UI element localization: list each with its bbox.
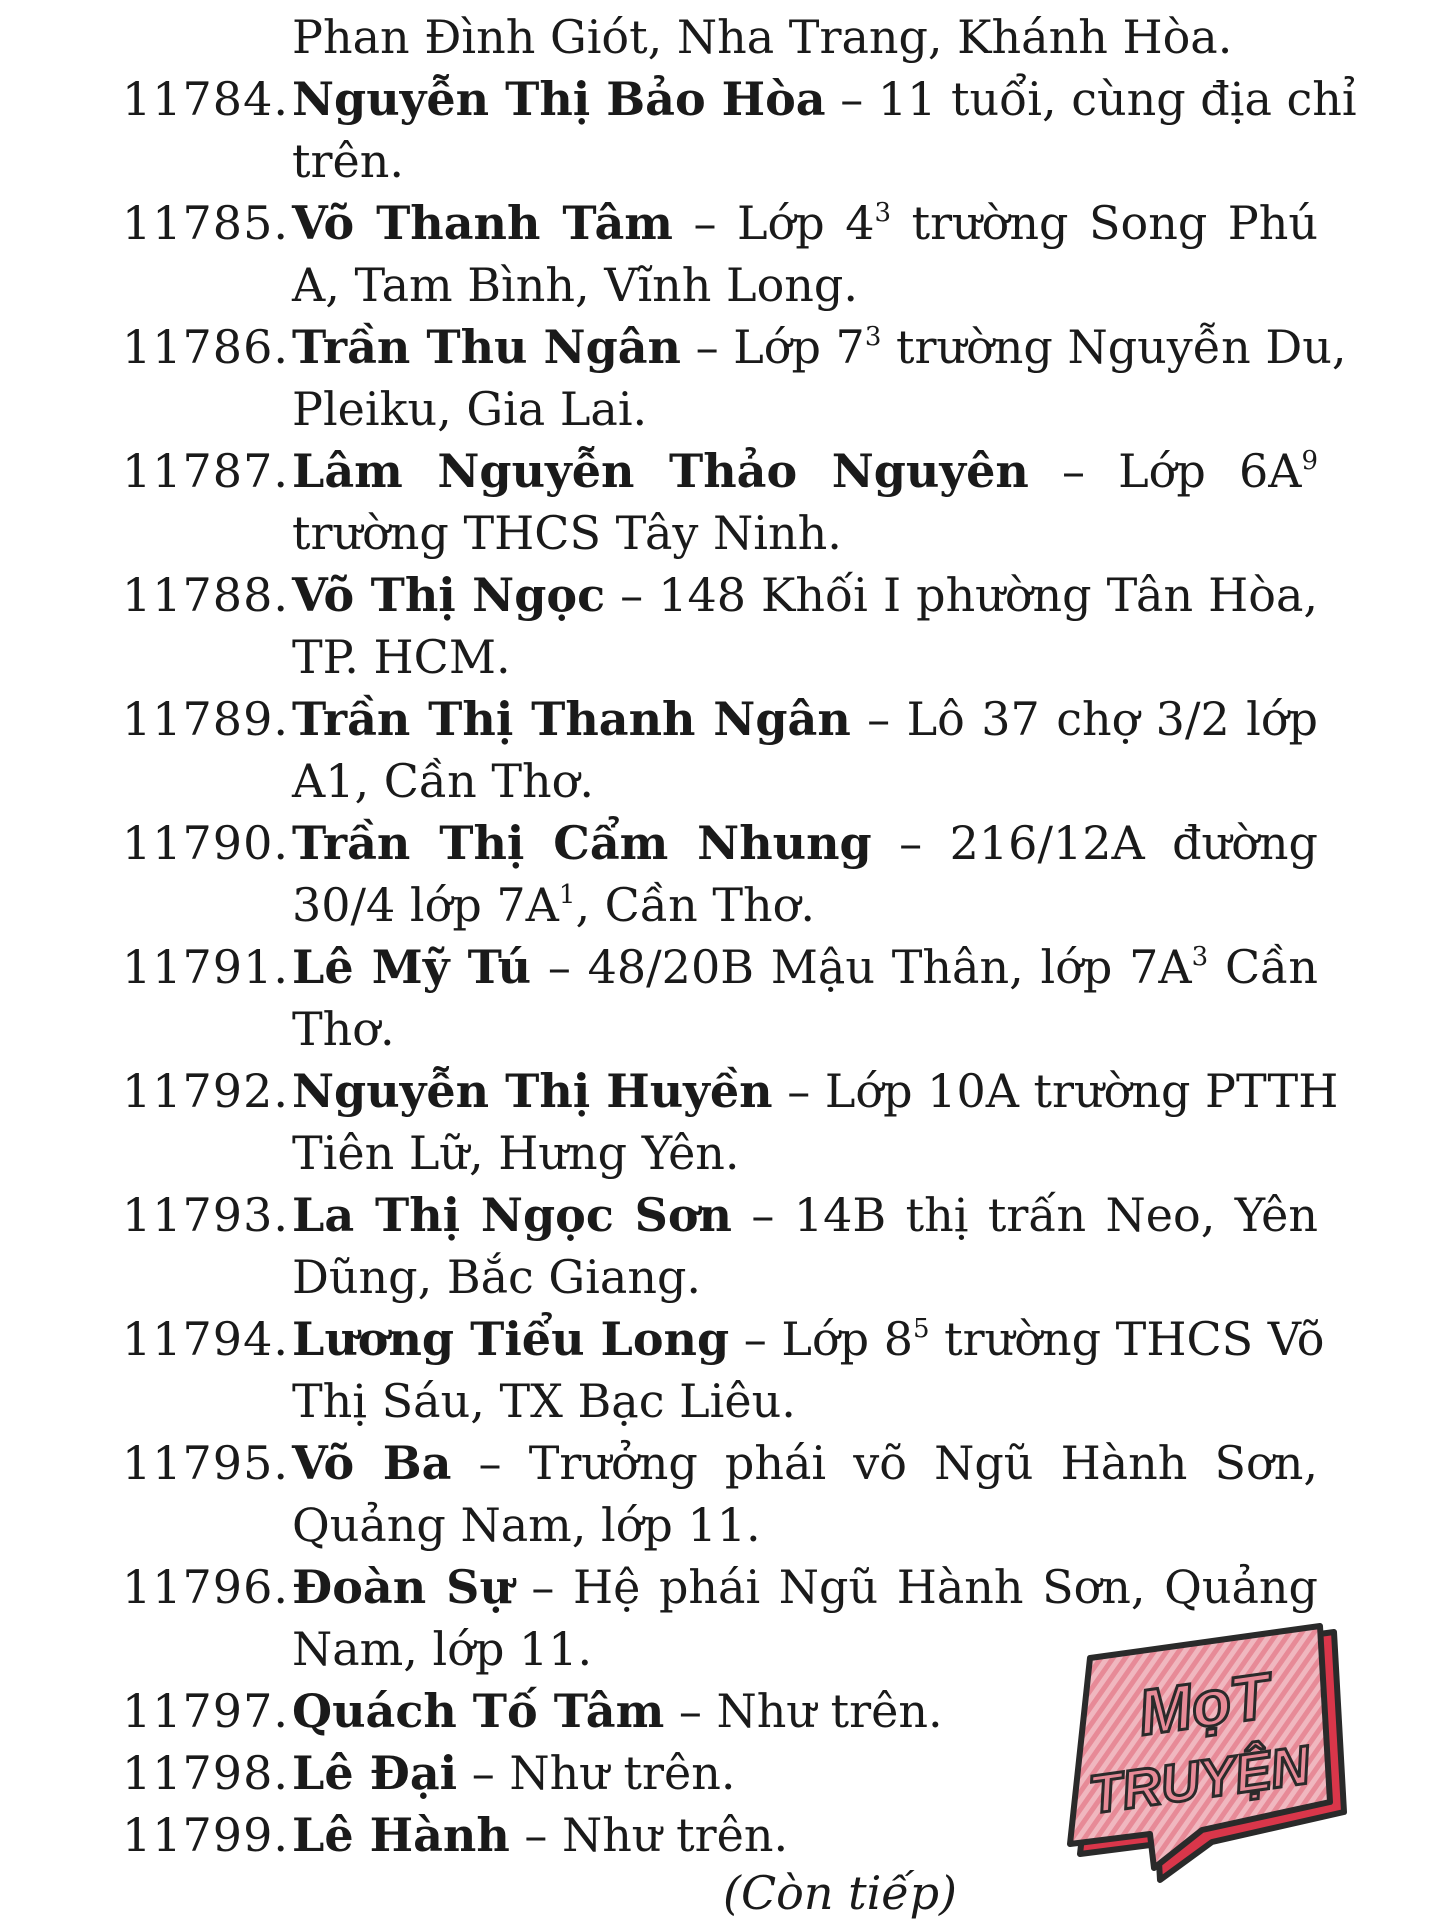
logo-badge-icon [1062,1622,1352,1884]
entry-detail: – 11 tuổi, cùng địa chỉ [825,72,1357,126]
entry-number: 11798. [122,1746,289,1800]
superscript: 5 [913,1314,930,1344]
list-item [0,936,1440,998]
superscript: 3 [1191,942,1209,972]
entry-detail: trường THCS Võ [929,1312,1325,1366]
entry-number: 11788. [122,568,289,622]
entry-name: Đoàn Sự [292,1560,513,1614]
entry-name: Nguyễn Thị Bảo Hòa [292,72,826,126]
list-item-continuation [0,626,1440,688]
entry-detail: – Lớp 8 [729,1312,913,1366]
entry-number: 11796. [122,1560,289,1614]
entry-number: 11786. [122,320,289,374]
entry-detail: , Cần Thơ. [575,878,815,932]
entry-number: 11791. [122,940,289,994]
entry-detail: – Trưởng phái võ Ngũ Hành Sơn, [451,1436,1318,1490]
entry-name: Lê Mỹ Tú [292,940,532,994]
entry-detail: – Như trên. [664,1684,943,1738]
entry-name: Võ Ba [292,1436,452,1490]
list-item [0,1184,1440,1246]
entry-text [292,1432,1318,1494]
entry-detail: – Lớp 4 [672,196,875,250]
entry-name: Quách Tố Tâm [292,1684,665,1738]
list-item [0,1556,1440,1618]
entry-text: A1, Cần Thơ. [292,754,594,808]
entry-detail: – Lớp 6A [1028,444,1302,498]
list-item [0,1308,1440,1370]
entry-detail: Cần [1208,940,1318,994]
entry-detail: – Như trên. [457,1746,736,1800]
entry-text [292,1308,1325,1370]
list-item [0,192,1440,254]
list-item-continuation [0,254,1440,316]
superscript: 3 [864,322,882,352]
entry-text [292,68,1357,130]
entry-text [292,936,1318,998]
entry-name: Trần Thị Thanh Ngân [292,692,851,746]
entry-name: Lương Tiểu Long [292,1312,730,1366]
entry-text: Thị Sáu, TX Bạc Liêu. [292,1374,796,1428]
list-item [0,68,1440,130]
entry-text: TP. HCM. [292,630,511,684]
entry-text [292,812,1318,874]
entry-text: Nam, lớp 11. [292,1622,593,1676]
entry-text [292,316,1347,378]
entry-number: 11797. [122,1684,289,1738]
entry-number: 11795. [122,1436,289,1490]
list-item [0,1432,1440,1494]
list-item-continuation [0,378,1440,440]
entry-text: A, Tam Bình, Vĩnh Long. [292,258,858,312]
entry-text [292,688,1318,750]
list-item-continuation [0,1122,1440,1184]
entry-text: Quảng Nam, lớp 11. [292,1498,761,1552]
entry-name: Trần Thu Ngân [292,320,681,374]
entry-detail: – Lớp 7 [680,320,865,374]
list-item [0,688,1440,750]
entry-text: Dũng, Bắc Giang. [292,1250,702,1304]
entry-number: 11799. [122,1808,289,1862]
logo-line1: MọT [1133,1659,1275,1750]
list-item [0,440,1440,502]
list-item [0,812,1440,874]
list-item-continuation [0,1494,1440,1556]
entry-name: Võ Thị Ngọc [292,568,606,622]
list-item-continuation [0,502,1440,564]
entry-text [292,874,1318,936]
entry-number: 11794. [122,1312,289,1366]
entry-text: Thơ. [292,1002,395,1056]
entry-number: 11785. [122,196,289,250]
entry-number: 11787. [122,444,289,498]
list-item-continuation [0,1246,1440,1308]
entry-text: Pleiku, Gia Lai. [292,382,648,436]
entry-detail: – 48/20B Mậu Thân, lớp 7A [531,940,1192,994]
entry-text: Tiên Lữ, Hưng Yên. [292,1126,740,1180]
list-item-continuation [0,1370,1440,1432]
entry-name: Lê Hành [292,1808,510,1862]
list-item-continuation [0,130,1440,192]
entry-number: 11790. [122,816,289,870]
superscript: 1 [558,880,576,910]
entry-text [292,1184,1318,1246]
entry-detail: – Như trên. [509,1808,789,1862]
entry-text [292,440,1318,502]
entry-detail: – Hệ phái Ngũ Hành Sơn, Quảng [512,1560,1318,1614]
list-item [0,564,1440,626]
entry-name: La Thị Ngọc Sơn [292,1188,732,1242]
entry-detail: trường Song Phú [891,196,1318,250]
entry-detail: trường Nguyễn Du, [881,320,1347,374]
entry-name: Lê Đại [292,1746,458,1800]
list-item-continuation [0,998,1440,1060]
list-item-continuation [0,750,1440,812]
entry-number: 11792. [122,1064,289,1118]
footer-text: (Còn tiếp) [723,1866,957,1920]
list-item [0,316,1440,378]
entry-name: Võ Thanh Tâm [292,196,673,250]
entry-detail: 30/4 lớp 7A [292,878,559,932]
entry-text [292,1060,1339,1122]
entry-name: Nguyễn Thị Huyền [292,1064,773,1118]
entry-detail: – 14B thị trấn Neo, Yên [732,1188,1318,1242]
entry-text [292,192,1318,254]
list-item [0,6,1440,68]
superscript: 9 [1301,446,1318,476]
entry-text [292,1556,1318,1618]
entry-name: Trần Thị Cẩm Nhung [292,816,872,870]
entry-text: trường THCS Tây Ninh. [292,506,842,560]
list-item [0,1060,1440,1122]
logo-line2: TRUYỆN [1085,1735,1314,1826]
superscript: 3 [874,198,892,228]
entry-text: trên. [292,134,404,188]
entry-text [292,564,1318,626]
entry-number: 11789. [122,692,289,746]
entry-detail: – 148 Khối I phường Tân Hòa, [605,568,1318,622]
entry-name: Lâm Nguyễn Thảo Nguyên [292,444,1029,498]
list-item-continuation [0,874,1440,936]
entry-detail: – Lô 37 chợ 3/2 lớp [850,692,1318,746]
entry-detail: – 216/12A đường [871,816,1318,870]
entry-text: Phan Đình Giót, Nha Trang, Khánh Hòa. [292,10,1233,64]
entry-number: 11793. [122,1188,289,1242]
entry-number: 11784. [122,72,289,126]
entry-detail: – Lớp 10A trường PTTH [772,1064,1339,1118]
watermark-logo [1062,1622,1352,1884]
